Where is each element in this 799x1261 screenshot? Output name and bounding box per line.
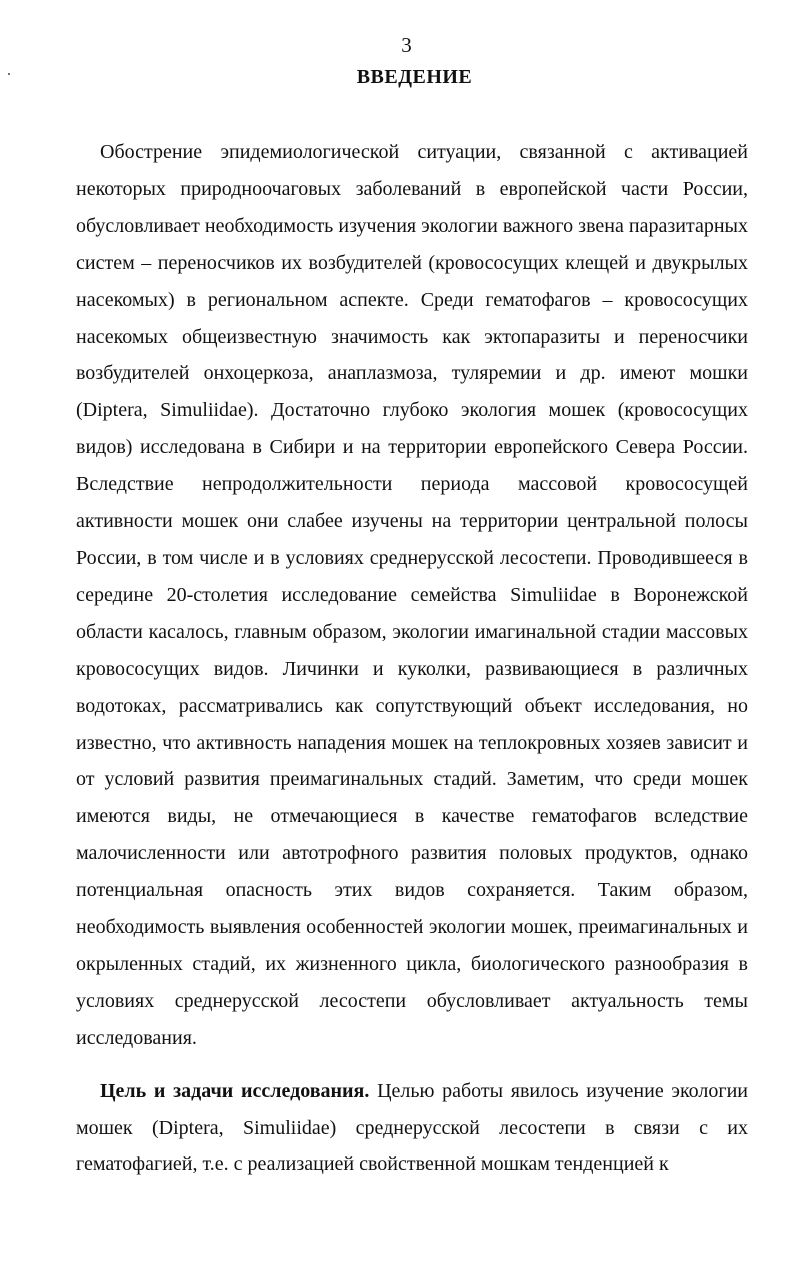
section-title: ВВЕДЕНИЕ — [356, 66, 473, 88]
paragraph-text: Обострение эпидемиологической ситуации, связанной с активацией некоторых природноочаговых заболеваний в европейской части России, обусловливает необходимость изучения экологии важного звена паразитарных систем – переносчиков их возбудителей (кровососущих клещей и двукрылых насекомых) в региональном аспекте. Среди гематофагов – кровососущих насекомых общеизвестную значимость как эктопаразиты и переносчики возбудителей онхоцеркоза, анаплазмоза, туляремии и др. имеют мошки (Diptera, Simuliidae). Достаточно глубоко экология мошек (кровососущих видов) исследована в Сибири и на территории европейского Севера России. Вследствие непродолжительности периода массовой кровососущей активности мошек они слабее изучены на территории центральной полосы России, в том числе и в условиях среднерусской лесостепи. Проводившееся в середине 20-столетия исследование семейства Simuliidae в Воронежской области касалось, главным образом, экологии имагинальной стадии массовых кровососущих видов. Личинки и куколки, развивающиеся в различных водотоках, рассматривались как сопутствующий объект исследования, но известно, что активность нападения мошек на теплокровных хозяев зависит и от условий развития преимагинальных стадий. Заметим, что среди мошек имеются виды, не отмечающиеся в качестве гематофагов вследствие малочисленности или автотрофного развития половых продуктов, однако потенциальная опасность этих видов сохраняется. Таким образом, необходимость выявления особенностей экологии мошек, преимагинальных и окрыленных стадий, их жизненного цикла, биологического разнообразия в условиях среднерусской лесостепи обусловливает актуальность темы исследования. — [76, 141, 748, 1049]
paragraph-lead-heading: Цель и задачи исследования. — [100, 1079, 370, 1102]
scan-speck — [8, 73, 10, 75]
page-number: 3 — [401, 33, 412, 57]
paragraph-introduction — [76, 134, 748, 1057]
paragraph-text: Целью работы явилось изучение экологии мошек (Diptera, Simuliidae) среднерусской лесостепи в связи с их гематофагией, т.е. с реализацией свойственной мошкам тенденцией к — [76, 1079, 749, 1176]
paragraph-goals — [76, 1073, 748, 1184]
body-text — [76, 134, 748, 1183]
